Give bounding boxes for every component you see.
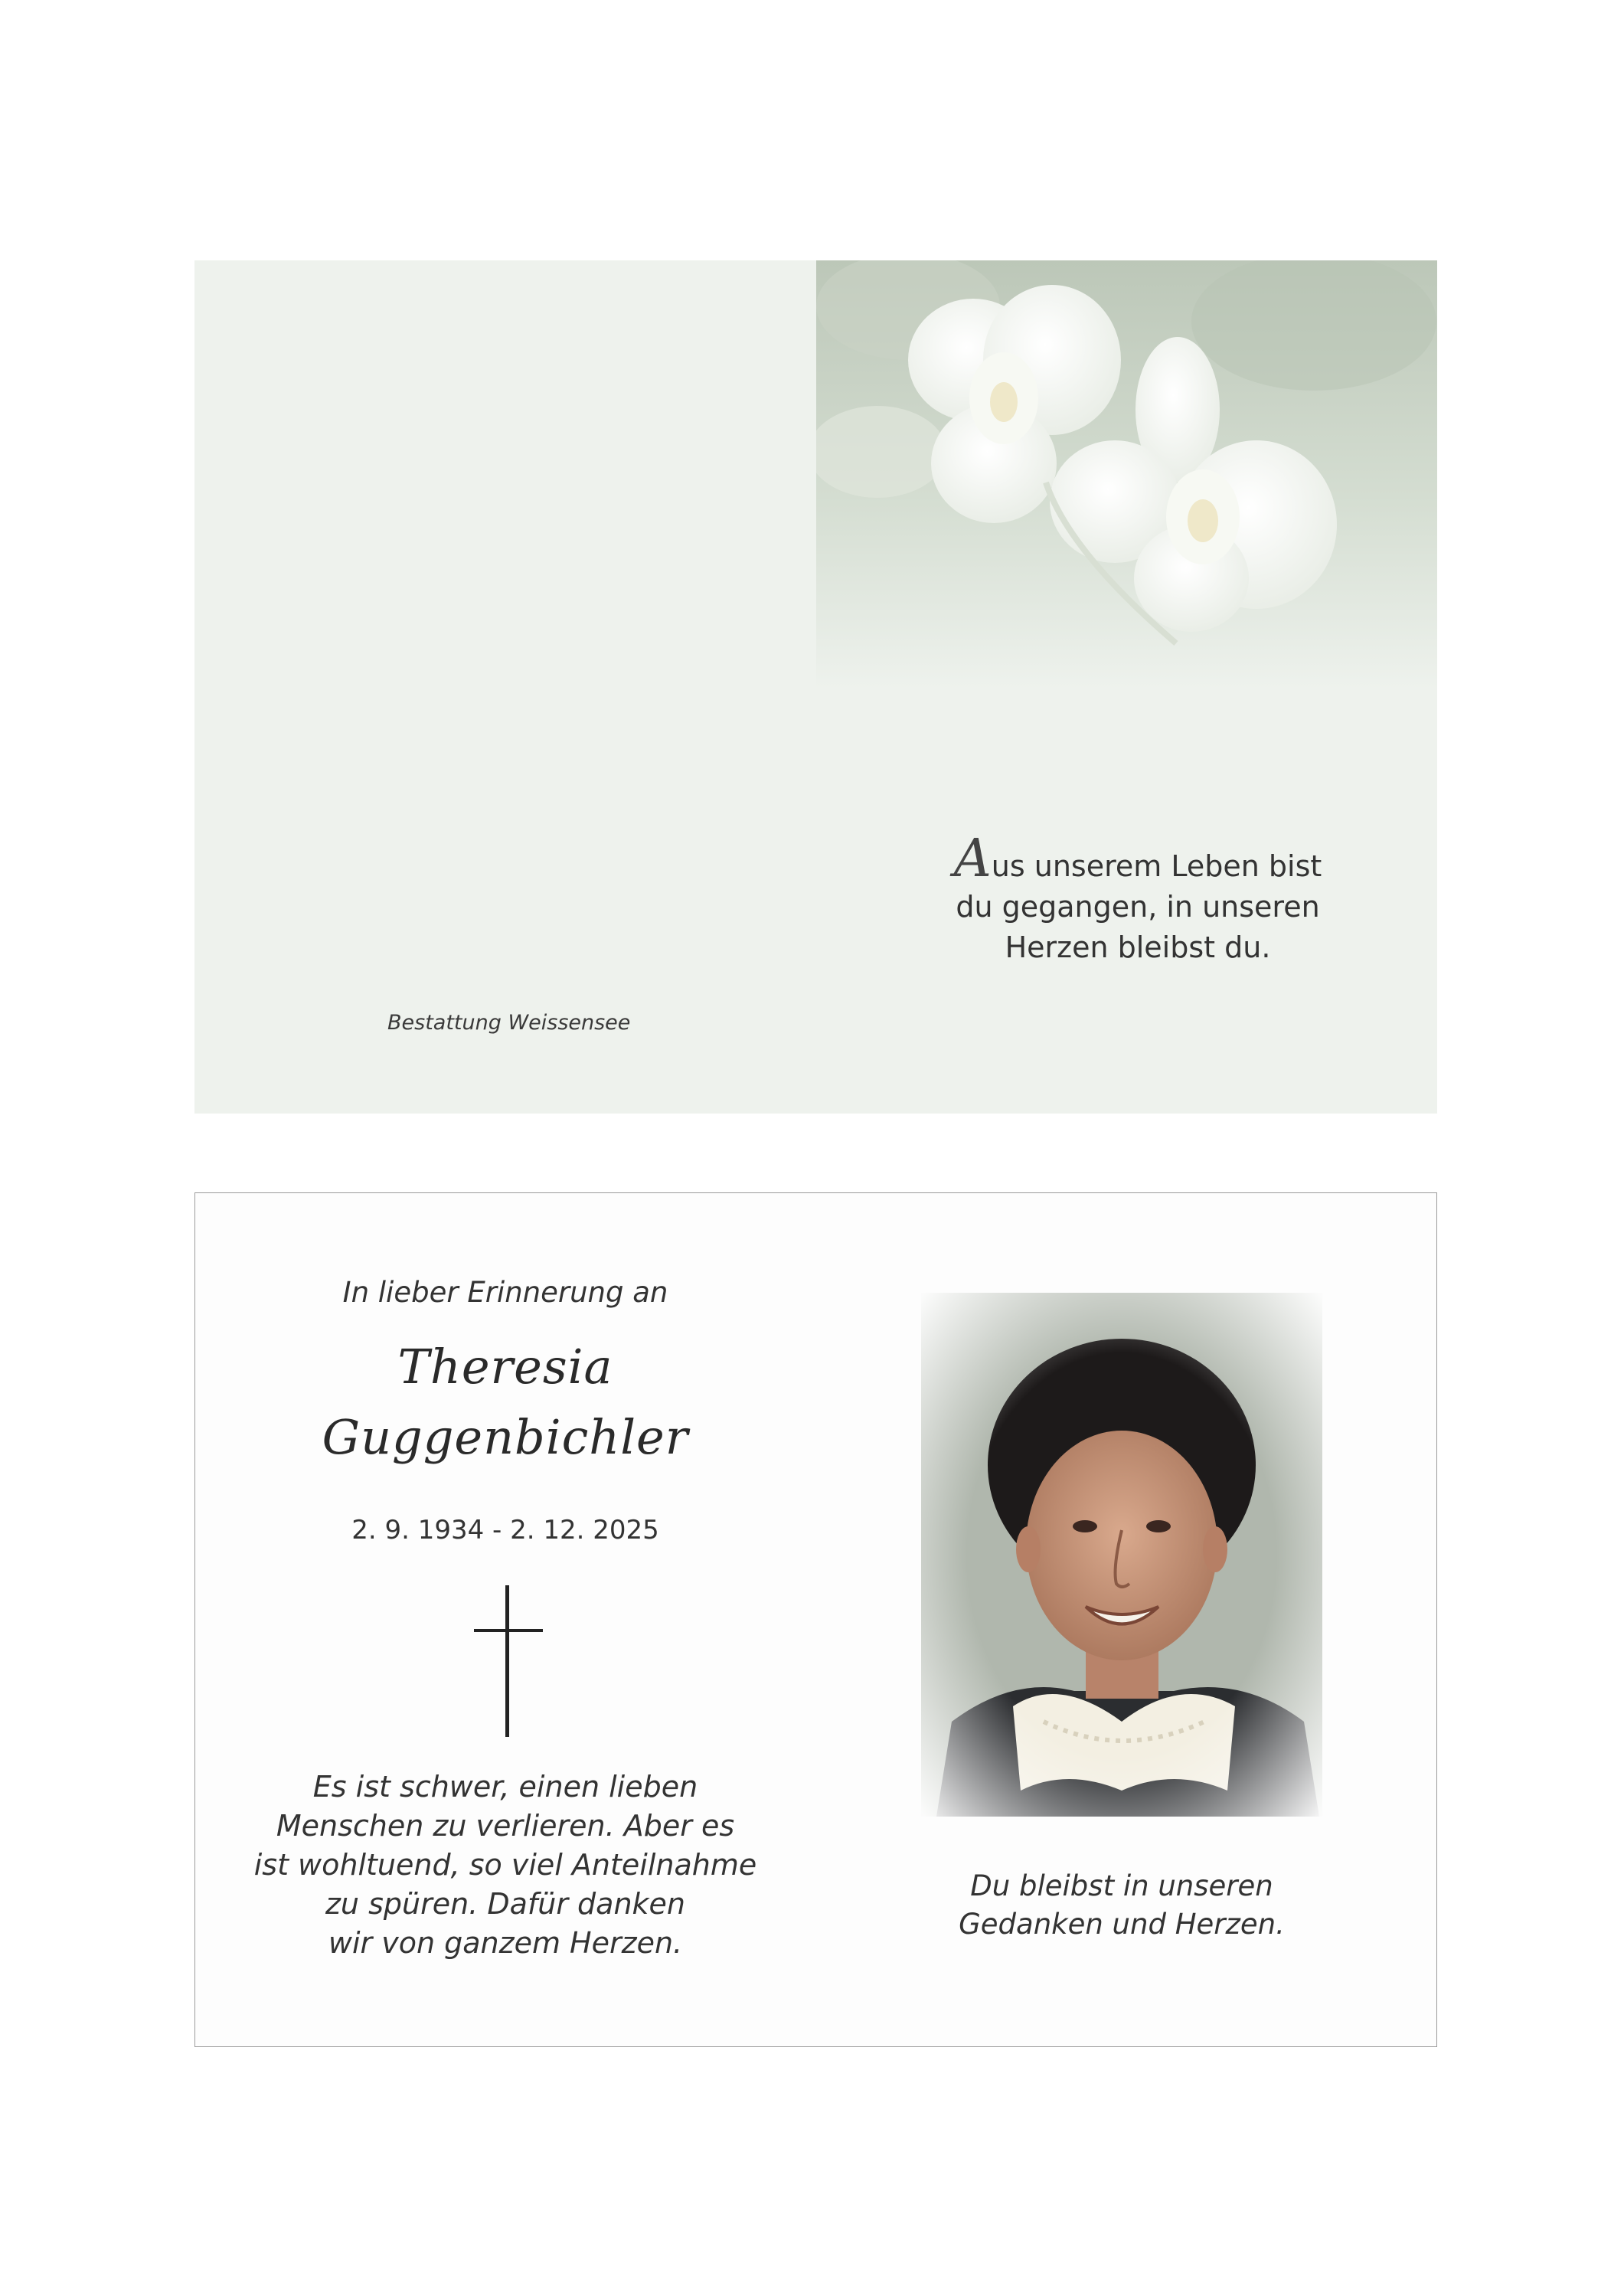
- message-line-2: Menschen zu verlieren. Aber es: [276, 1809, 735, 1843]
- cross-icon: [474, 1585, 543, 1738]
- message-line-3: ist wohltuend, so viel Anteilnahme: [253, 1848, 757, 1882]
- portrait-photo: [921, 1293, 1322, 1817]
- funeral-home-name: Bestattung Weissensee: [387, 1011, 631, 1035]
- last-name: Guggenbichler: [322, 1409, 689, 1465]
- farewell-line-1: Du bleibst in unseren: [970, 1869, 1273, 1902]
- first-name: Theresia: [397, 1339, 613, 1395]
- quote-initial: A: [953, 829, 992, 889]
- message-line-4: zu spüren. Dafür danken: [325, 1887, 686, 1921]
- farewell-text: [884, 1867, 1359, 1944]
- memorial-text-column: [195, 1193, 815, 2046]
- quote-line-1: us unserem Leben bist: [991, 849, 1322, 883]
- intro-text: In lieber Erinnerung an: [342, 1276, 668, 1309]
- message-line-1: Es ist schwer, einen lieben: [312, 1770, 698, 1804]
- quote-line-2: du gegangen, in unseren: [956, 890, 1320, 924]
- message-line-5: wir von ganzem Herzen.: [328, 1926, 683, 1960]
- life-dates: 2. 9. 1934 - 2. 12. 2025: [351, 1515, 659, 1545]
- farewell-line-2: Gedanken und Herzen.: [959, 1908, 1285, 1941]
- card-front: [194, 260, 1437, 1114]
- card-inside: [194, 1192, 1437, 2047]
- orchid-photo: [816, 260, 1437, 689]
- front-quote: [908, 829, 1367, 968]
- thank-you-message: [195, 1768, 815, 1963]
- quote-line-3: Herzen bleibst du.: [1005, 931, 1271, 964]
